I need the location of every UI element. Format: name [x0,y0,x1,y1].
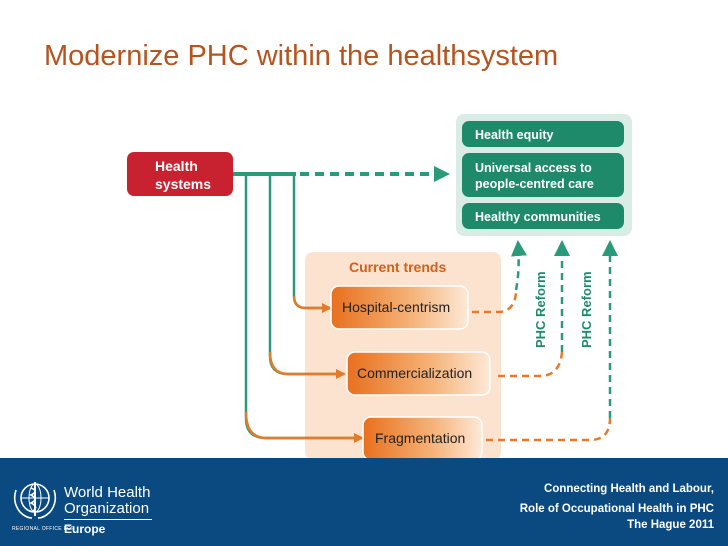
outcome-label: Health equity [475,128,554,142]
outcome-label: Healthy communities [475,210,601,224]
reform-dashed-orange [498,352,562,376]
outcome-label-multiline: Universal access to people-centred care [475,161,594,191]
who-emblem-icon [10,478,60,522]
health-systems-label: Health systems [155,158,212,192]
slide-title: Modernize PHC within the healthsystem [44,40,559,72]
reform-arrow-1 [516,242,519,290]
footer-line1: Connecting Health and Labour, [544,483,714,495]
trend-label: Hospital-centrism [342,299,451,315]
trends-label: Current trends [349,259,447,275]
who-logo-region: Europe [64,522,106,536]
trend-label: Fragmentation [375,430,466,446]
trend-label: Commercialization [357,365,473,381]
reform-dashed-orange [486,418,610,440]
reform-label: PHC Reform [579,271,594,348]
footer-line3: The Hague 2011 [627,519,714,531]
who-logo-line2: Organization [64,500,150,517]
footer-line2: Role of Occupational Health in PHC [519,503,714,515]
who-logo-line1: World Health [64,484,151,501]
reform-label: PHC Reform [533,271,548,348]
who-logo-divider [64,519,152,520]
who-logo-small: REGIONAL OFFICE FOR [12,526,76,532]
